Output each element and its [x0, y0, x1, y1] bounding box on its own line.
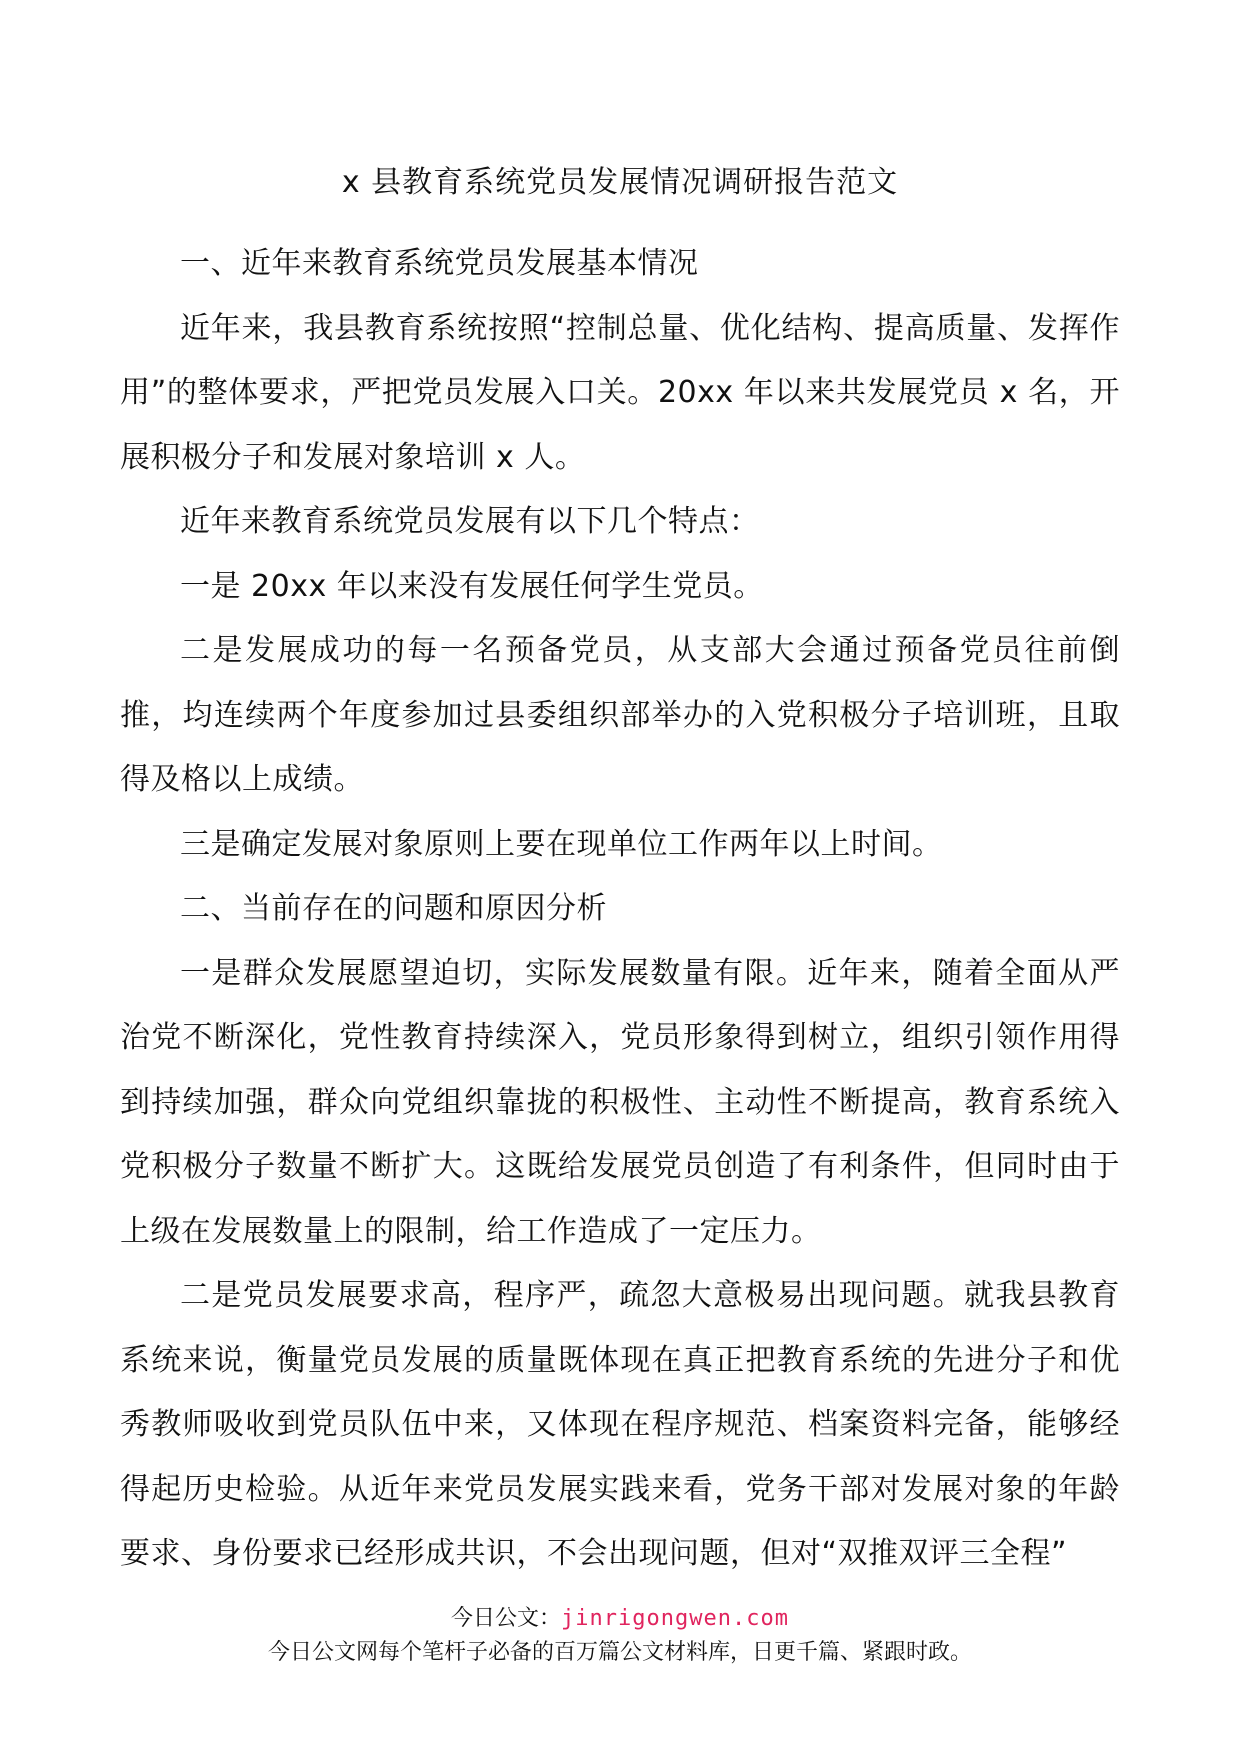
footer-slogan: 今日公文网每个笔杆子必备的百万篇公文材料库，日更千篇、紧跟时政。 [267, 1640, 972, 1665]
paragraph-problem-1: 一是群众发展愿望迫切，实际发展数量有限。近年来，随着全面从严治党不断深化，党性教育持续深入，党员形象得到树立，组织引领作用得到持续加强，群众向党组织靠拢的积极性、主动性不断提高，教育系统入党积极分子数量不断扩大。这既给发展党员创造了有利条件，但同时由于上级在发展数量上的限制，给工作造成了一定压力。 [120, 955, 1120, 1249]
document-title: x 县教育系统党员发展情况调研报告范文 [341, 165, 899, 200]
page-footer [0, 1602, 1240, 1670]
paragraph-feature-3: 三是确定发展对象原则上要在现单位工作两年以上时间。 [180, 826, 943, 862]
footer-site-line [0, 1602, 1240, 1636]
paragraph-feature-1: 一是 20xx 年以来没有发展任何学生党员。 [180, 568, 764, 604]
footer-site-url[interactable]: jinrigongwen.com [561, 1606, 789, 1631]
paragraph-feature-2: 二是发展成功的每一名预备党员，从支部大会通过预备党员往前倒推，均连续两个年度参加过县委组织部举办的入党积极分子培训班，且取得及格以上成绩。 [120, 633, 1120, 797]
paragraph-problem-2: 二是党员发展要求高，程序严，疏忽大意极易出现问题。就我县教育系统来说，衡量党员发展的质量既体现在真正把教育系统的先进分子和优秀教师吸收到党员队伍中来，又体现在程序规范、档案资料完备，能够经得起历史检验。从近年来党员发展实践来看，党务干部对发展对象的年龄要求、身份要求已经形成共识，不会出现问题，但对“双推双评三全程” [120, 1278, 1120, 1571]
footer-site-label: 今日公文： [451, 1606, 562, 1631]
section-heading-1: 一、近年来教育系统党员发展基本情况 [180, 246, 699, 281]
paragraph-features-intro: 近年来教育系统党员发展有以下几个特点： [180, 504, 760, 539]
section-heading-2: 二、当前存在的问题和原因分析 [180, 891, 607, 926]
paragraph-overview: 近年来，我县教育系统按照“控制总量、优化结构、提高质量、发挥作用”的整体要求，严把党员发展入口关。20xx 年以来共发展党员 x 名，开展积极分子和发展对象培训 x 人。 [120, 310, 1120, 475]
document-body [120, 232, 1120, 1587]
